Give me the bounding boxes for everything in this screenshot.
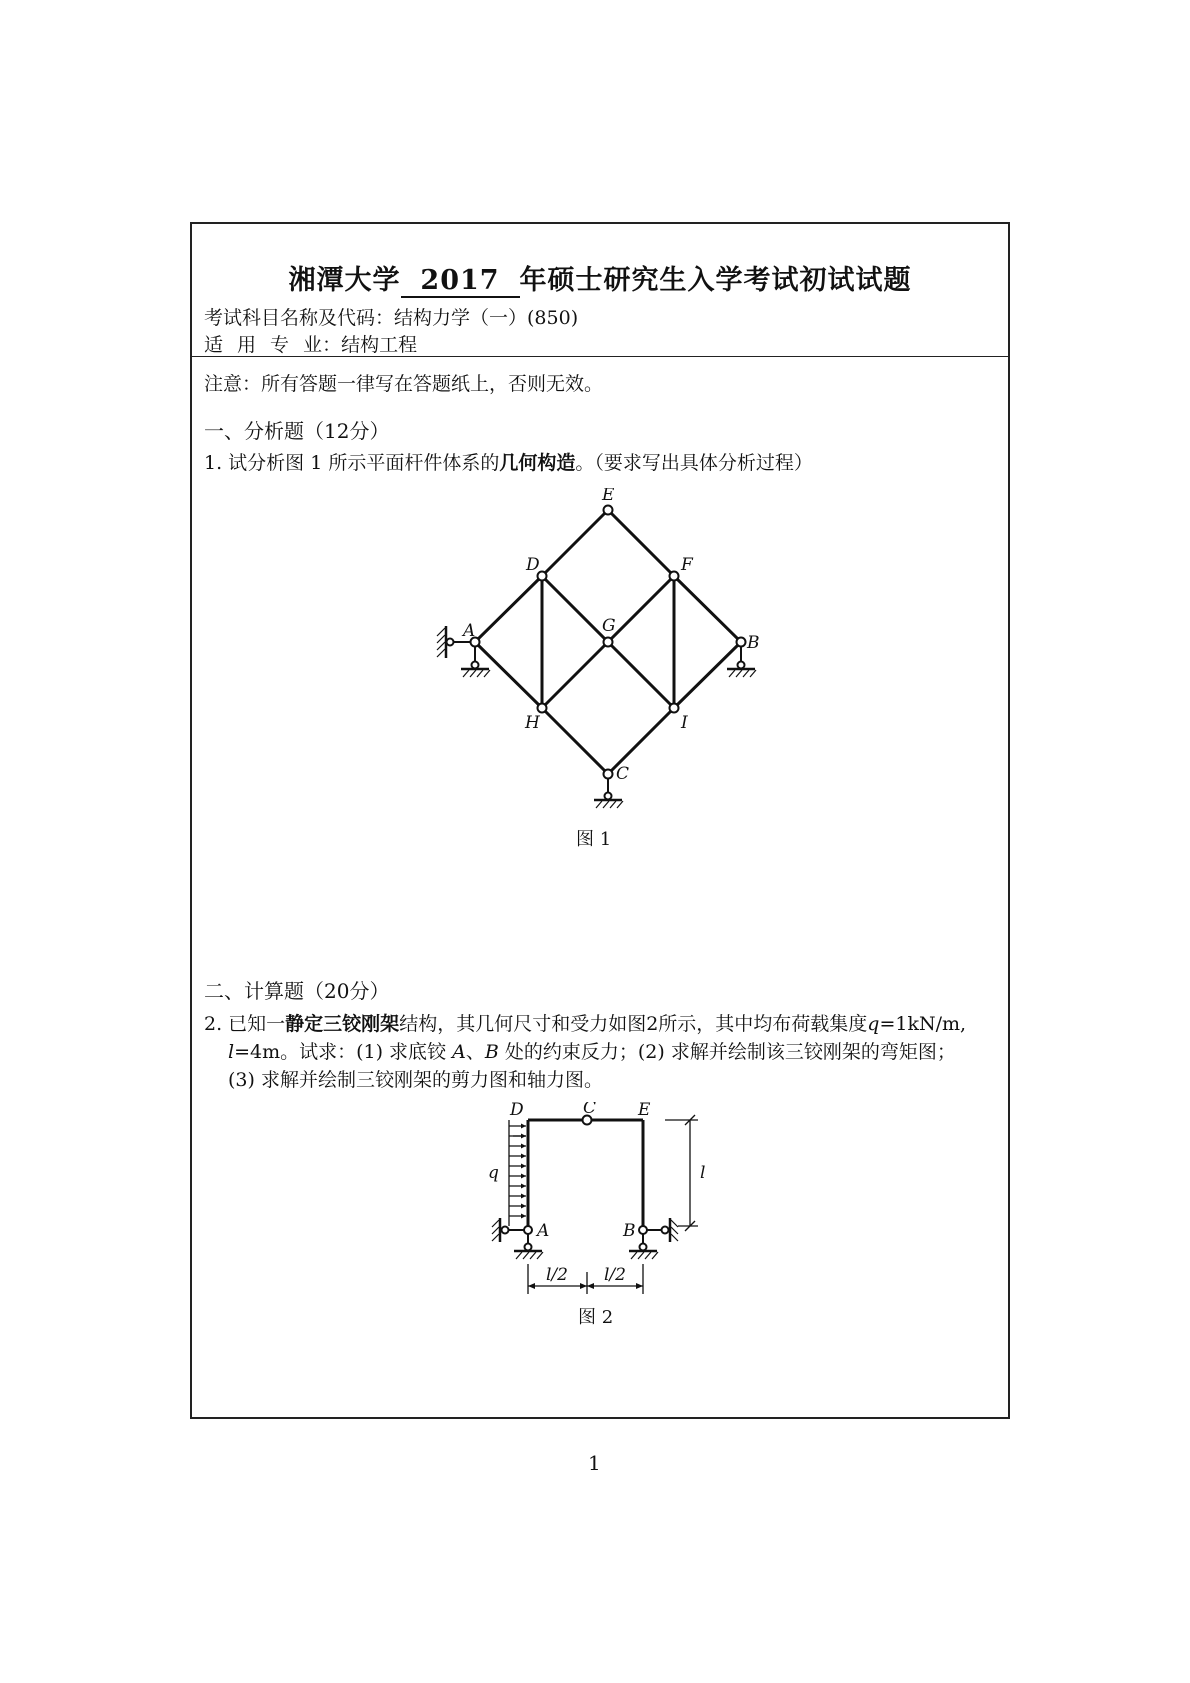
q2-text: =4m。试求：(1) 求底铰	[234, 1041, 447, 1063]
label-A: A	[537, 1221, 550, 1241]
q2-var-B: B	[484, 1041, 499, 1063]
title-university: 湘潭大学	[288, 265, 401, 296]
major-value: 结构工程	[341, 334, 418, 356]
joint-F	[670, 572, 679, 581]
q2-var-q: q	[867, 1013, 880, 1035]
question-1	[204, 452, 813, 475]
load-arrowheads	[521, 1124, 526, 1219]
notice: 注意：所有答题一律写在答题纸上，否则无效。	[204, 373, 604, 395]
member-DG	[542, 576, 608, 642]
label-G: G	[602, 616, 616, 636]
exam-title	[190, 258, 1010, 298]
q2-text: 处的约束反力；(2) 求解并绘制该三铰刚架的弯矩图；	[504, 1041, 956, 1063]
major-line	[204, 330, 417, 357]
q2-var-l: l	[228, 1041, 235, 1063]
question-2-line-1	[204, 1013, 966, 1036]
label-E: E	[638, 1102, 651, 1120]
q2-text: 2. 已知一	[204, 1013, 286, 1035]
q1-text: 1. 试分析图 1 所示平面杆件体系的	[204, 452, 500, 474]
member-EF	[608, 510, 674, 576]
q1-text-end: 。（要求写出具体分析过程）	[575, 452, 813, 474]
q2-var-A: A	[452, 1041, 466, 1063]
question-2-line-2	[228, 1041, 956, 1064]
joint-I	[670, 704, 679, 713]
member-FG	[608, 576, 674, 642]
label-half-left: l/2	[546, 1265, 568, 1285]
label-half-right: l/2	[604, 1265, 626, 1285]
label-B: B	[623, 1221, 636, 1241]
figure-2-caption: 图 2	[578, 1307, 614, 1328]
subject-label: 考试科目名称及代码：	[204, 307, 395, 329]
member-GH	[542, 642, 608, 708]
q2-q-value: =1kN/m,	[879, 1013, 967, 1035]
figure-2-frame	[480, 1102, 720, 1324]
q1-emphasis: 几何构造	[499, 452, 576, 474]
frame-members	[528, 1120, 643, 1226]
q2-sep: 、	[465, 1041, 485, 1063]
major-label-char: 业	[303, 334, 323, 356]
major-colon: ：	[322, 334, 342, 356]
title-year: 2017	[401, 266, 520, 298]
major-label-char: 适	[204, 334, 238, 356]
member-GI	[608, 642, 674, 708]
section2-heading: 二、计算题（20分）	[204, 979, 390, 1003]
figure-1-truss	[425, 488, 775, 828]
label-D: D	[526, 555, 540, 575]
label-D: D	[510, 1102, 524, 1120]
label-H: H	[525, 713, 540, 733]
figure-1-caption: 图 1	[576, 829, 612, 850]
member-HC	[542, 708, 608, 774]
dimension-vertical-l	[665, 1115, 698, 1231]
label-C: C	[583, 1102, 597, 1118]
label-q: q	[488, 1163, 499, 1183]
label-F: F	[681, 555, 693, 575]
joint-E	[604, 506, 613, 515]
label-I: I	[681, 713, 688, 733]
subject-value: 结构力学（一）(850)	[394, 307, 579, 329]
joint-H	[538, 704, 547, 713]
q2-emphasis: 静定三铰刚架	[285, 1013, 400, 1035]
joint-C	[604, 770, 613, 779]
label-E: E	[602, 488, 615, 505]
major-label-char: 专	[270, 334, 304, 356]
label-B: B	[747, 633, 760, 653]
major-label-char: 用	[237, 334, 271, 356]
joint-B	[737, 638, 746, 647]
member-ED	[542, 510, 608, 576]
title-exam: 年硕士研究生入学考试初试试题	[519, 265, 912, 296]
support-A	[492, 1218, 543, 1259]
label-l: l	[700, 1163, 706, 1183]
question-2-line-3: (3) 求解并绘制三铰刚架的剪力图和轴力图。	[228, 1069, 603, 1091]
support-B	[629, 1218, 678, 1259]
label-C: C	[616, 764, 630, 784]
section1-heading: 一、分析题（12分）	[204, 419, 390, 443]
q2-text: 结构，其几何尺寸和受力如图2所示，其中均布荷载集度	[399, 1013, 868, 1035]
page-number: 1	[588, 1451, 601, 1475]
member-DA	[475, 576, 542, 642]
subject-line	[204, 303, 578, 330]
joint-G	[604, 638, 613, 647]
label-A: A	[463, 621, 476, 641]
member-FB	[674, 576, 741, 642]
